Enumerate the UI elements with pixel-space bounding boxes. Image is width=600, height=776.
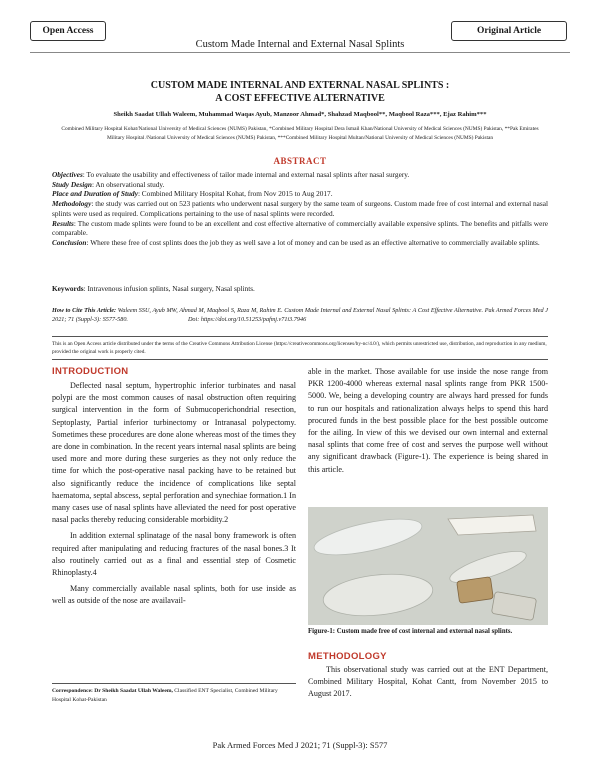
intro-paragraph-3-continued: able in the market. Those available for use inside the nose range from PKR 1200-4000 whereas external nasal splints range from PKR 1500-5000. We, being a developing country are always hard pressed for funds to run our hospitals and rationalization always helps to spend this hard procured funds in the best possible place for the best possible outcome for the ailing. In view of this we devised our own internal and external nasal splints that come free of cost and serves the purpose well without any significant drawback (Figure-1). The experience is being shared in this article.	[308, 367, 548, 474]
introduction-column-right	[308, 317, 548, 476]
intro-paragraph-3: Many commercially available nasal splints, both for use inside as well as outside of the nose are availavail-	[52, 584, 296, 606]
affiliations: Combined Military Hospital Kohat/National University of Medical Sciences (NUMS) Pakistan, *Combined Military Hospital Dera Ismail Khan/National University of Medical Sciences (NUMS) Pakistan, **Pak Emirates Military Hospital /National University of Medical Sciences (NUMS) Pakistan, ***Combined Military Hospital Multan/National University of Medical Sciences (NUMS) Pakistan	[61, 126, 539, 141]
abstract-heading: ABSTRACT	[273, 156, 327, 166]
abstract-design: Study Design: An observational study.	[52, 179, 165, 189]
methodology-heading: METHODOLOGY	[308, 651, 387, 662]
abstract-results: Results: The custom made splints were found to be an excellent and cost effective alternative of commercially available expensive splints. The benefits and pitfalls were comparable.	[52, 218, 548, 238]
original-article-badge: Original Article	[451, 21, 567, 41]
introduction-heading: INTRODUCTION	[52, 366, 129, 377]
nasal-splints-photo	[308, 507, 548, 625]
title-line-1: CUSTOM MADE INTERNAL AND EXTERNAL NASAL SPLINTS :	[150, 80, 450, 91]
abstract-body	[52, 170, 548, 248]
title-line-2: A COST EFFECTIVE ALTERNATIVE	[215, 92, 385, 104]
open-access-badge: Open Access	[30, 21, 106, 41]
header-divider	[30, 52, 570, 53]
keywords: Keywords: Intravenous infusion splints, Nasal surgery, Nasal splints.	[52, 284, 255, 293]
correspondence: Correspondence: Dr Sheikh Saadat Ullah Waleem, Classified ENT Specialist, Combined Military Hospital Kohat-Pakistan	[52, 688, 278, 703]
methodology-text: This observational study was carried out at the ENT Department, Combined Military Hospital, Kohat Cantt, from November 2015 to August 2017.	[308, 665, 548, 699]
license-notice: This is an Open Access article distributed under the terms of the Creative Commons Attribution License (https://creativecommons.org/licenses/by-nc/4.0/), which permits unrestricted use, distribution, and reproduction in any medium, provided the original work is properly cited.	[52, 341, 547, 355]
running-title: Custom Made Internal and External Nasal Splints	[195, 39, 405, 50]
abstract-objectives: Objectives: To evaluate the usability and effectiveness of tailor made internal and external nasal splints after nasal surgery.	[52, 170, 410, 179]
introduction-column-left	[52, 380, 296, 612]
abstract-place: Place and Duration of Study: Combined Military Hospital Kohat, from Nov 2015 to Aug 2017.	[52, 189, 333, 199]
correspondence-divider	[52, 683, 296, 684]
intro-paragraph-1: Deflected nasal septum, hypertrophic inferior turbinates and nasal polypi are the most common causes of nasal obstruction often requiring surgical intervention in the form of Submucoperichondrial resection, Septoplasty, Partial inferior turbinectomy or Intranasal polypectomy. Sometimes these procedures are done alone whereas most of the times they are done in combination. In the recent years internal nasal splints are being used more and more during these surgeries as they not only reduce the time for which the post-operative nasal packing have to be retained but also significantly reduce the incidence of complications like septal haematoma, septal abscess, septal perforation and synechiae formation.1 In many cases use of nasal splints have alleviated the need for post operative nasal packs thereby reducing considerable morbidity.2	[52, 381, 296, 525]
abstract-methodology: Methodology: the study was carried out on 523 patients who underwent nasal surgery by the same team of surgeons. Custom made free of cost internal and external nasal splints were used as required. Complications pertaining to the use of nasal splints were recorded.	[52, 199, 548, 218]
author-list: Sheikh Saadat Ullah Waleem, Muhammad Waqas Ayub, Manzoor Ahmad*, Shahzad Maqbool**, Maqbool Raza***, Ejaz Rahim***	[113, 111, 487, 118]
external-splint-1	[457, 577, 494, 604]
article-title	[0, 80, 600, 105]
abstract-conclusion: Conclusion: Where these free of cost splints does the job they as well save a lot of money and can be used as an effective alternative to commercially available splints.	[52, 237, 540, 247]
doi-link[interactable]: Doi: https://doi.org/10.51253/pafmj.v71i3.7946	[187, 316, 307, 323]
figure-caption: Figure-1: Custom made free of cost internal and external nasal splints.	[308, 628, 513, 635]
page-footer: Pak Armed Forces Med J 2021; 71 (Suppl-3): S577	[212, 740, 388, 750]
citation: How to Cite This Article: Waleem SSU, Ayub MW, Ahmad M, Maqbool S, Raza M, Rahim E. Custom Made Internal and External Nasal Splints: A Cost Effective Alternative. Pak Armed Forces Med J 2021; 71 (Suppl-3): S577-580. Doi: https://doi.org/10.51253/pafmj.v71i3.7946	[52, 307, 548, 323]
internal-splint-2	[448, 515, 536, 535]
intro-paragraph-2: In addition external splinatage of the nasal bony framework is often required after manipulating and reducing fractures of the nasal bones.3 It also routinely carried out as a final and essential step of Cosmetic Rhinoplasty.4	[52, 531, 296, 578]
